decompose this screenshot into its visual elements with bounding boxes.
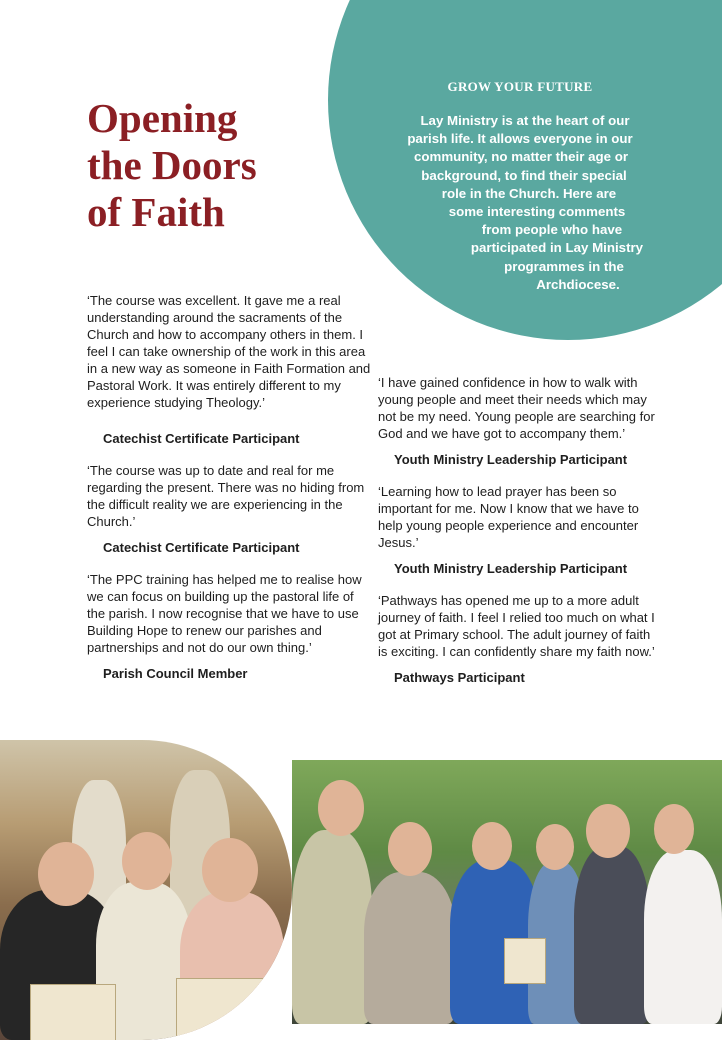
testimonial — [87, 571, 371, 682]
person-figure — [644, 850, 722, 1024]
person-head — [38, 842, 94, 906]
testimonial-attribution: Youth Ministry Leadership Participant — [394, 452, 628, 467]
testimonial-quote: ‘Pathways has opened me up to a more adult journey of faith. I feel I relied too much on what I got at Primary school. The adult journey of faith is exciting. I can confidently share my faith now.’ — [378, 593, 655, 659]
testimonials-left-column — [87, 292, 371, 682]
intro-line: Lay Ministry is at the heart of our — [420, 113, 630, 128]
page-title — [87, 95, 257, 236]
testimonial — [378, 374, 662, 468]
person-head — [586, 804, 630, 858]
testimonial — [87, 462, 371, 556]
testimonial-quote: ‘Learning how to lead prayer has been so important for me. Now I know that we have to help young people experience and encounter Jesus.’ — [378, 484, 639, 550]
certificate — [504, 938, 546, 984]
testimonial-attribution: Youth Ministry Leadership Participant — [394, 561, 628, 576]
testimonial-attribution: Catechist Certificate Participant — [103, 540, 300, 555]
intro-line: parish life. It allows everyone in our — [407, 131, 633, 147]
testimonial-quote: ‘I have gained confidence in how to walk with young people and meet their needs which may not be my need. Young people are searching for God and we have got to accompany them.’ — [378, 375, 655, 441]
title-line: Opening — [87, 95, 238, 141]
intro-line: participated in Lay Ministry — [470, 240, 644, 256]
person-figure — [292, 830, 372, 1024]
intro-line: background, to find their special — [421, 167, 627, 183]
person-head — [536, 824, 574, 870]
testimonial-quote: ‘The PPC training has helped me to realise how we can focus on building up the pastoral life of the parish. I now recognise that we have to use Building Hope to renew our parishes and partnerships and not do our own thing.’ — [87, 572, 362, 655]
intro-line: programmes in the — [504, 258, 624, 274]
person-figure — [574, 846, 650, 1024]
intro-line: role in the Church. Here are — [441, 185, 617, 201]
person-head — [472, 822, 512, 870]
person-head — [654, 804, 694, 854]
certificate — [176, 978, 264, 1040]
intro-line: community, no matter their age or — [413, 149, 629, 165]
group-photo — [292, 760, 722, 1024]
person-head — [388, 822, 432, 876]
testimonial-quote: ‘The course was excellent. It gave me a real understanding around the sacraments of the Church and how to accompany others in them. I feel I can take ownership of the work in this area in a new way as someone in Faith Formation and Pastoral Work. It was entirely different to my experience studying Theology.’ — [87, 293, 371, 410]
testimonial-attribution: Pathways Participant — [394, 670, 525, 685]
testimonial — [87, 292, 371, 447]
intro-line: some interesting comments — [448, 204, 626, 220]
testimonial — [378, 483, 662, 577]
person-head — [122, 832, 172, 890]
title-line: the Doors — [87, 142, 257, 188]
section-kicker: GROW YOUR FUTURE — [447, 79, 593, 94]
title-line: of Faith — [87, 189, 225, 235]
testimonial — [378, 592, 662, 686]
intro-line: Archdiocese. — [536, 276, 620, 292]
certificate — [30, 984, 116, 1040]
testimonials-right-column — [378, 374, 662, 686]
testimonial-quote: ‘The course was up to date and real for me regarding the present. There was no hiding from the difficult reality we are experiencing in the Church.’ — [87, 463, 365, 529]
person-head — [318, 780, 364, 836]
person-head — [202, 838, 258, 902]
testimonial-attribution: Parish Council Member — [103, 666, 248, 681]
intro-line: from people who have — [481, 222, 623, 238]
church-photo — [0, 740, 292, 1040]
testimonial-attribution: Catechist Certificate Participant — [103, 431, 300, 446]
person-figure — [364, 872, 456, 1024]
